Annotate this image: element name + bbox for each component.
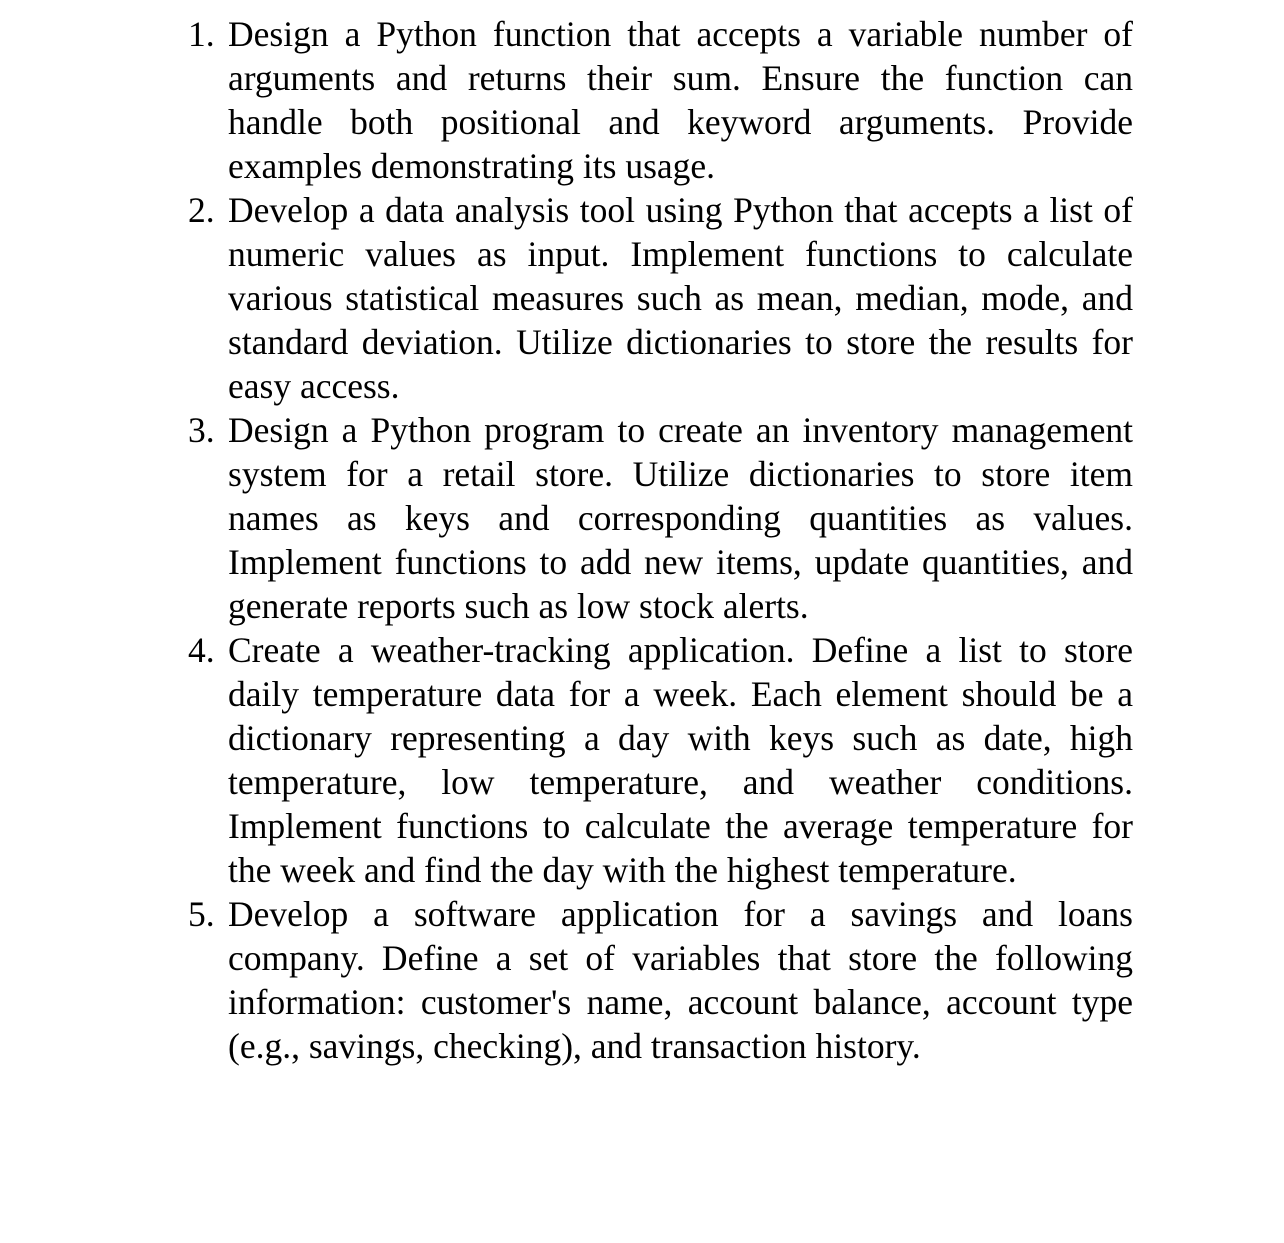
question-number: 4.	[188, 630, 215, 670]
question-item-5	[188, 892, 1133, 1068]
question-list	[0, 12, 1284, 1068]
question-item-1	[188, 12, 1133, 188]
question-number: 5.	[188, 894, 215, 934]
question-text: Design a Python function that accepts a variable number of arguments and returns their sum. Ensure the function can handle both positional and keyword arguments. Provide examples demonstrating its usage.	[228, 14, 1133, 186]
question-number: 1.	[188, 14, 215, 54]
question-text: Develop a software application for a savings and loans company. Define a set of variables that store the following information: customer's name, account balance, account type (e.g., savings, checking), and transaction history.	[228, 894, 1133, 1066]
question-item-4	[188, 628, 1133, 892]
question-item-3	[188, 408, 1133, 628]
question-item-2	[188, 188, 1133, 408]
question-text: Develop a data analysis tool using Python that accepts a list of numeric values as input. Implement functions to calculate various statistical measures such as mean, median, mode, and standard deviation. Utilize dictionaries to store the results for easy access.	[228, 190, 1133, 406]
question-text: Design a Python program to create an inventory management system for a retail store. Utilize dictionaries to store item names as keys and corresponding quantities as values. Implement functions to add new items, update quantities, and generate reports such as low stock alerts.	[228, 410, 1133, 626]
question-text: Create a weather-tracking application. Define a list to store daily temperature data for a week. Each element should be a dictionary representing a day with keys such as date, high temperature, low temperature, and weather conditions. Implement functions to calculate the average temperature for the week and find the day with the highest temperature.	[228, 630, 1133, 890]
question-number: 2.	[188, 190, 215, 230]
question-number: 3.	[188, 410, 215, 450]
